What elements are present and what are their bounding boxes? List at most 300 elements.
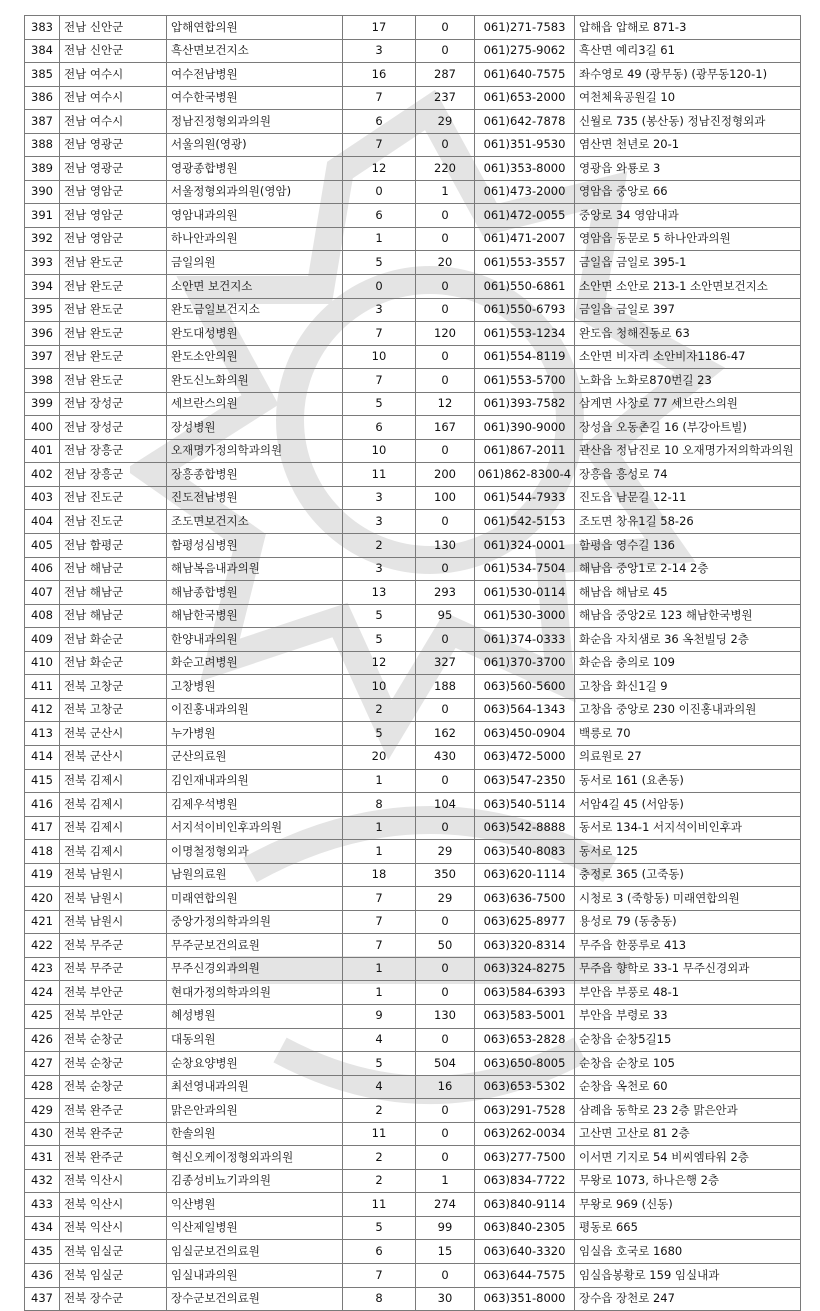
- address-cell: 순창읍 순창5길15: [575, 1028, 801, 1052]
- phone-cell: 063)584-6393: [475, 981, 575, 1005]
- doctor-count-cell: 3: [343, 39, 416, 63]
- address-cell: 좌수영로 49 (광무동) (광무동120-1): [575, 63, 801, 87]
- address-cell: 장성읍 오동촌길 16 (부강아트빌): [575, 416, 801, 440]
- table-row: [25, 816, 801, 840]
- facility-name-cell: 여수전남병원: [167, 63, 343, 87]
- row-number-cell: 436: [25, 1263, 60, 1287]
- row-number-cell: 435: [25, 1240, 60, 1264]
- bed-count-cell: 274: [416, 1193, 475, 1217]
- region-cell: 전남 여수시: [60, 110, 167, 134]
- doctor-count-cell: 0: [343, 275, 416, 299]
- address-cell: 소안면 소안로 213-1 소안면보건지소: [575, 275, 801, 299]
- row-number-cell: 388: [25, 133, 60, 157]
- table-row: [25, 345, 801, 369]
- row-number-cell: 386: [25, 86, 60, 110]
- table-row: [25, 887, 801, 911]
- doctor-count-cell: 2: [343, 1169, 416, 1193]
- table-row: [25, 557, 801, 581]
- phone-cell: 063)653-2828: [475, 1028, 575, 1052]
- phone-cell: 061)542-5153: [475, 510, 575, 534]
- row-number-cell: 420: [25, 887, 60, 911]
- row-number-cell: 392: [25, 227, 60, 251]
- region-cell: 전남 진도군: [60, 486, 167, 510]
- address-cell: 조도면 창유1길 58-26: [575, 510, 801, 534]
- phone-cell: 061)530-3000: [475, 604, 575, 628]
- doctor-count-cell: 7: [343, 910, 416, 934]
- table-row: [25, 1263, 801, 1287]
- address-cell: 동서로 161 (요촌동): [575, 769, 801, 793]
- doctor-count-cell: 6: [343, 416, 416, 440]
- table-row: [25, 675, 801, 699]
- bed-count-cell: 0: [416, 16, 475, 40]
- bed-count-cell: 237: [416, 86, 475, 110]
- bed-count-cell: 29: [416, 110, 475, 134]
- address-cell: 시청로 3 (죽항동) 미래연합의원: [575, 887, 801, 911]
- table-row: [25, 133, 801, 157]
- doctor-count-cell: 11: [343, 1193, 416, 1217]
- facility-name-cell: 완도신노화의원: [167, 369, 343, 393]
- address-cell: 순창읍 옥천로 60: [575, 1075, 801, 1099]
- facility-name-cell: 군산의료원: [167, 745, 343, 769]
- phone-cell: 061)550-6861: [475, 275, 575, 299]
- address-cell: 고산면 고산로 81 2층: [575, 1122, 801, 1146]
- row-number-cell: 416: [25, 793, 60, 817]
- doctor-count-cell: 6: [343, 204, 416, 228]
- row-number-cell: 411: [25, 675, 60, 699]
- bed-count-cell: 30: [416, 1287, 475, 1311]
- facility-name-cell: 해남복음내과의원: [167, 557, 343, 581]
- region-cell: 전북 순창군: [60, 1028, 167, 1052]
- bed-count-cell: 0: [416, 1263, 475, 1287]
- address-cell: 금일읍 금일로 395-1: [575, 251, 801, 275]
- region-cell: 전북 완주군: [60, 1099, 167, 1123]
- table-row: [25, 1193, 801, 1217]
- facility-name-cell: 무주군보건의료원: [167, 934, 343, 958]
- table-row: [25, 581, 801, 605]
- doctor-count-cell: 12: [343, 157, 416, 181]
- doctor-count-cell: 7: [343, 86, 416, 110]
- doctor-count-cell: 1: [343, 840, 416, 864]
- address-cell: 중앙로 34 영암내과: [575, 204, 801, 228]
- row-number-cell: 395: [25, 298, 60, 322]
- doctor-count-cell: 11: [343, 1122, 416, 1146]
- table-row: [25, 1287, 801, 1311]
- table-row: [25, 745, 801, 769]
- phone-cell: 061)390-9000: [475, 416, 575, 440]
- row-number-cell: 407: [25, 581, 60, 605]
- bed-count-cell: 327: [416, 651, 475, 675]
- phone-cell: 063)653-5302: [475, 1075, 575, 1099]
- row-number-cell: 437: [25, 1287, 60, 1311]
- phone-cell: 063)291-7528: [475, 1099, 575, 1123]
- phone-cell: 063)840-9114: [475, 1193, 575, 1217]
- row-number-cell: 431: [25, 1146, 60, 1170]
- phone-cell: 063)540-5114: [475, 793, 575, 817]
- doctor-count-cell: 5: [343, 251, 416, 275]
- doctor-count-cell: 17: [343, 16, 416, 40]
- region-cell: 전북 군산시: [60, 722, 167, 746]
- table-row: [25, 1146, 801, 1170]
- row-number-cell: 423: [25, 957, 60, 981]
- facility-name-cell: 해남종합병원: [167, 581, 343, 605]
- phone-cell: 061)642-7878: [475, 110, 575, 134]
- region-cell: 전남 완도군: [60, 345, 167, 369]
- facility-name-cell: 고창병원: [167, 675, 343, 699]
- bed-count-cell: 430: [416, 745, 475, 769]
- row-number-cell: 391: [25, 204, 60, 228]
- table-row: [25, 1075, 801, 1099]
- table-row: [25, 1052, 801, 1076]
- bed-count-cell: 1: [416, 1169, 475, 1193]
- region-cell: 전남 신안군: [60, 16, 167, 40]
- doctor-count-cell: 7: [343, 887, 416, 911]
- table-row: [25, 628, 801, 652]
- table-row: [25, 1099, 801, 1123]
- address-cell: 서암4길 45 (서암동): [575, 793, 801, 817]
- facility-name-cell: 남원의료원: [167, 863, 343, 887]
- region-cell: 전북 부안군: [60, 1004, 167, 1028]
- facility-name-cell: 완도금일보건지소: [167, 298, 343, 322]
- region-cell: 전남 화순군: [60, 651, 167, 675]
- phone-cell: 061)472-0055: [475, 204, 575, 228]
- phone-cell: 061)374-0333: [475, 628, 575, 652]
- region-cell: 전남 완도군: [60, 298, 167, 322]
- table-row: [25, 463, 801, 487]
- table-row: [25, 1216, 801, 1240]
- row-number-cell: 397: [25, 345, 60, 369]
- facility-name-cell: 화순고려병원: [167, 651, 343, 675]
- facility-name-cell: 누가병원: [167, 722, 343, 746]
- phone-cell: 061)471-2007: [475, 227, 575, 251]
- phone-cell: 061)393-7582: [475, 392, 575, 416]
- facility-name-cell: 조도면보건지소: [167, 510, 343, 534]
- phone-cell: 063)636-7500: [475, 887, 575, 911]
- region-cell: 전북 고창군: [60, 698, 167, 722]
- facility-name-cell: 완도대성병원: [167, 322, 343, 346]
- phone-cell: 061)534-7504: [475, 557, 575, 581]
- bed-count-cell: 0: [416, 816, 475, 840]
- bed-count-cell: 0: [416, 1146, 475, 1170]
- facility-name-cell: 중앙가정의학과의원: [167, 910, 343, 934]
- bed-count-cell: 0: [416, 439, 475, 463]
- facility-name-cell: 익산병원: [167, 1193, 343, 1217]
- facility-name-cell: 흑산면보건지소: [167, 39, 343, 63]
- doctor-count-cell: 1: [343, 816, 416, 840]
- address-cell: 평동로 665: [575, 1216, 801, 1240]
- row-number-cell: 404: [25, 510, 60, 534]
- facility-name-cell: 해남한국병원: [167, 604, 343, 628]
- phone-cell: 061)370-3700: [475, 651, 575, 675]
- region-cell: 전북 고창군: [60, 675, 167, 699]
- phone-cell: 061)275-9062: [475, 39, 575, 63]
- address-cell: 완도읍 청해진동로 63: [575, 322, 801, 346]
- row-number-cell: 408: [25, 604, 60, 628]
- bed-count-cell: 0: [416, 227, 475, 251]
- hospital-table: [24, 15, 801, 1311]
- address-cell: 고창읍 중앙로 230 이진홍내과의원: [575, 698, 801, 722]
- doctor-count-cell: 2: [343, 698, 416, 722]
- table-row: [25, 251, 801, 275]
- phone-cell: 063)650-8005: [475, 1052, 575, 1076]
- table-row: [25, 439, 801, 463]
- row-number-cell: 421: [25, 910, 60, 934]
- phone-cell: 063)450-0904: [475, 722, 575, 746]
- region-cell: 전남 완도군: [60, 251, 167, 275]
- doctor-count-cell: 7: [343, 1263, 416, 1287]
- region-cell: 전남 해남군: [60, 604, 167, 628]
- bed-count-cell: 293: [416, 581, 475, 605]
- bed-count-cell: 504: [416, 1052, 475, 1076]
- row-number-cell: 429: [25, 1099, 60, 1123]
- facility-name-cell: 현대가정의학과의원: [167, 981, 343, 1005]
- table-row: [25, 392, 801, 416]
- region-cell: 전남 장흥군: [60, 463, 167, 487]
- bed-count-cell: 50: [416, 934, 475, 958]
- address-cell: 동서로 134-1 서지석이비인후과: [575, 816, 801, 840]
- bed-count-cell: 130: [416, 1004, 475, 1028]
- region-cell: 전북 김제시: [60, 793, 167, 817]
- region-cell: 전북 순창군: [60, 1075, 167, 1099]
- phone-cell: 063)542-8888: [475, 816, 575, 840]
- doctor-count-cell: 11: [343, 463, 416, 487]
- phone-cell: 063)644-7575: [475, 1263, 575, 1287]
- table-row: [25, 981, 801, 1005]
- row-number-cell: 405: [25, 534, 60, 558]
- phone-cell: 061)550-6793: [475, 298, 575, 322]
- region-cell: 전남 영광군: [60, 133, 167, 157]
- bed-count-cell: 0: [416, 628, 475, 652]
- region-cell: 전북 김제시: [60, 816, 167, 840]
- table-row: [25, 957, 801, 981]
- doctor-count-cell: 7: [343, 934, 416, 958]
- address-cell: 고창읍 화신1길 9: [575, 675, 801, 699]
- bed-count-cell: 15: [416, 1240, 475, 1264]
- address-cell: 충정로 365 (고죽동): [575, 863, 801, 887]
- facility-name-cell: 김종성비뇨기과의원: [167, 1169, 343, 1193]
- address-cell: 화순읍 충의로 109: [575, 651, 801, 675]
- region-cell: 전남 영암군: [60, 227, 167, 251]
- address-cell: 신월로 735 (봉산동) 정남진정형외과: [575, 110, 801, 134]
- facility-name-cell: 진도전남병원: [167, 486, 343, 510]
- table-row: [25, 910, 801, 934]
- table-row: [25, 157, 801, 181]
- table-body: [25, 16, 801, 1311]
- facility-name-cell: 최선영내과의원: [167, 1075, 343, 1099]
- facility-name-cell: 하나안과의원: [167, 227, 343, 251]
- address-cell: 백릉로 70: [575, 722, 801, 746]
- facility-name-cell: 영암내과의원: [167, 204, 343, 228]
- bed-count-cell: 167: [416, 416, 475, 440]
- row-number-cell: 413: [25, 722, 60, 746]
- doctor-count-cell: 12: [343, 651, 416, 675]
- region-cell: 전남 화순군: [60, 628, 167, 652]
- facility-name-cell: 한양내과의원: [167, 628, 343, 652]
- facility-name-cell: 김제우석병원: [167, 793, 343, 817]
- row-number-cell: 385: [25, 63, 60, 87]
- table-row: [25, 110, 801, 134]
- address-cell: 삼례읍 동학로 23 2층 맑은안과: [575, 1099, 801, 1123]
- row-number-cell: 433: [25, 1193, 60, 1217]
- row-number-cell: 409: [25, 628, 60, 652]
- address-cell: 해남읍 중앙2로 123 해남한국병원: [575, 604, 801, 628]
- region-cell: 전남 영암군: [60, 180, 167, 204]
- bed-count-cell: 1: [416, 180, 475, 204]
- address-cell: 소안면 비자리 소안비자1186-47: [575, 345, 801, 369]
- region-cell: 전북 김제시: [60, 840, 167, 864]
- address-cell: 임실읍 호국로 1680: [575, 1240, 801, 1264]
- row-number-cell: 434: [25, 1216, 60, 1240]
- table-row: [25, 180, 801, 204]
- table-row: [25, 275, 801, 299]
- doctor-count-cell: 3: [343, 298, 416, 322]
- address-cell: 영암읍 동문로 5 하나안과의원: [575, 227, 801, 251]
- doctor-count-cell: 1: [343, 981, 416, 1005]
- region-cell: 전남 해남군: [60, 557, 167, 581]
- bed-count-cell: 12: [416, 392, 475, 416]
- bed-count-cell: 130: [416, 534, 475, 558]
- bed-count-cell: 0: [416, 1099, 475, 1123]
- phone-cell: 063)834-7722: [475, 1169, 575, 1193]
- address-cell: 노화읍 노화로870번길 23: [575, 369, 801, 393]
- facility-name-cell: 무주신경외과의원: [167, 957, 343, 981]
- phone-cell: 063)472-5000: [475, 745, 575, 769]
- region-cell: 전남 장성군: [60, 392, 167, 416]
- region-cell: 전남 완도군: [60, 275, 167, 299]
- doctor-count-cell: 2: [343, 1099, 416, 1123]
- address-cell: 무주읍 향학로 33-1 무주신경외과: [575, 957, 801, 981]
- row-number-cell: 396: [25, 322, 60, 346]
- table-row: [25, 227, 801, 251]
- table-row: [25, 416, 801, 440]
- phone-cell: 061)353-8000: [475, 157, 575, 181]
- table-row: [25, 369, 801, 393]
- facility-name-cell: 김인재내과의원: [167, 769, 343, 793]
- region-cell: 전북 무주군: [60, 934, 167, 958]
- phone-cell: 063)583-5001: [475, 1004, 575, 1028]
- bed-count-cell: 350: [416, 863, 475, 887]
- bed-count-cell: 29: [416, 887, 475, 911]
- phone-cell: 061)544-7933: [475, 486, 575, 510]
- phone-cell: 063)564-1343: [475, 698, 575, 722]
- row-number-cell: 387: [25, 110, 60, 134]
- doctor-count-cell: 7: [343, 369, 416, 393]
- doctor-count-cell: 3: [343, 510, 416, 534]
- phone-cell: 063)560-5600: [475, 675, 575, 699]
- region-cell: 전북 무주군: [60, 957, 167, 981]
- doctor-count-cell: 8: [343, 793, 416, 817]
- row-number-cell: 402: [25, 463, 60, 487]
- bed-count-cell: 0: [416, 910, 475, 934]
- table-row: [25, 86, 801, 110]
- phone-cell: 061)653-2000: [475, 86, 575, 110]
- address-cell: 임실읍봉황로 159 임실내과: [575, 1263, 801, 1287]
- table-row: [25, 722, 801, 746]
- doctor-count-cell: 6: [343, 1240, 416, 1264]
- row-number-cell: 384: [25, 39, 60, 63]
- doctor-count-cell: 5: [343, 392, 416, 416]
- table-row: [25, 204, 801, 228]
- row-number-cell: 427: [25, 1052, 60, 1076]
- row-number-cell: 383: [25, 16, 60, 40]
- doctor-count-cell: 16: [343, 63, 416, 87]
- table-row: [25, 486, 801, 510]
- facility-name-cell: 완도소안의원: [167, 345, 343, 369]
- doctor-count-cell: 3: [343, 486, 416, 510]
- bed-count-cell: 20: [416, 251, 475, 275]
- doctor-count-cell: 5: [343, 628, 416, 652]
- region-cell: 전북 익산시: [60, 1169, 167, 1193]
- row-number-cell: 389: [25, 157, 60, 181]
- address-cell: 여천체육공원길 10: [575, 86, 801, 110]
- phone-cell: 061)351-9530: [475, 133, 575, 157]
- facility-name-cell: 임실내과의원: [167, 1263, 343, 1287]
- table-row: [25, 534, 801, 558]
- table-row: [25, 298, 801, 322]
- region-cell: 전북 부안군: [60, 981, 167, 1005]
- region-cell: 전북 남원시: [60, 887, 167, 911]
- region-cell: 전남 함평군: [60, 534, 167, 558]
- row-number-cell: 417: [25, 816, 60, 840]
- doctor-count-cell: 1: [343, 957, 416, 981]
- region-cell: 전북 익산시: [60, 1216, 167, 1240]
- table-row: [25, 934, 801, 958]
- region-cell: 전북 임실군: [60, 1263, 167, 1287]
- bed-count-cell: 220: [416, 157, 475, 181]
- address-cell: 의료원로 27: [575, 745, 801, 769]
- doctor-count-cell: 6: [343, 110, 416, 134]
- region-cell: 전북 남원시: [60, 910, 167, 934]
- table-row: [25, 510, 801, 534]
- row-number-cell: 418: [25, 840, 60, 864]
- table-row: [25, 1122, 801, 1146]
- phone-cell: 061)862-8300-4: [475, 463, 575, 487]
- facility-name-cell: 혜성병원: [167, 1004, 343, 1028]
- row-number-cell: 401: [25, 439, 60, 463]
- region-cell: 전남 장성군: [60, 416, 167, 440]
- address-cell: 이서면 기지로 54 비씨엠타워 2층: [575, 1146, 801, 1170]
- address-cell: 무왕로 1073, 하나은행 2층: [575, 1169, 801, 1193]
- address-cell: 염산면 천년로 20-1: [575, 133, 801, 157]
- phone-cell: 063)625-8977: [475, 910, 575, 934]
- doctor-count-cell: 10: [343, 345, 416, 369]
- region-cell: 전북 군산시: [60, 745, 167, 769]
- phone-cell: 063)640-3320: [475, 1240, 575, 1264]
- bed-count-cell: 0: [416, 275, 475, 299]
- address-cell: 화순읍 자치샘로 36 옥천빌딩 2층: [575, 628, 801, 652]
- address-cell: 진도읍 남문길 12-11: [575, 486, 801, 510]
- region-cell: 전남 해남군: [60, 581, 167, 605]
- row-number-cell: 428: [25, 1075, 60, 1099]
- phone-cell: 061)867-2011: [475, 439, 575, 463]
- table-row: [25, 604, 801, 628]
- address-cell: 영암읍 중앙로 66: [575, 180, 801, 204]
- bed-count-cell: 200: [416, 463, 475, 487]
- facility-name-cell: 압해연합의원: [167, 16, 343, 40]
- facility-name-cell: 서지석이비인후과의원: [167, 816, 343, 840]
- address-cell: 함평읍 영수길 136: [575, 534, 801, 558]
- address-cell: 장흥읍 흥성로 74: [575, 463, 801, 487]
- facility-name-cell: 서울정형외과의원(영암): [167, 180, 343, 204]
- bed-count-cell: 0: [416, 1028, 475, 1052]
- region-cell: 전남 여수시: [60, 63, 167, 87]
- phone-cell: 061)324-0001: [475, 534, 575, 558]
- doctor-count-cell: 13: [343, 581, 416, 605]
- bed-count-cell: 95: [416, 604, 475, 628]
- row-number-cell: 415: [25, 769, 60, 793]
- phone-cell: 061)640-7575: [475, 63, 575, 87]
- bed-count-cell: 0: [416, 957, 475, 981]
- region-cell: 전북 장수군: [60, 1287, 167, 1311]
